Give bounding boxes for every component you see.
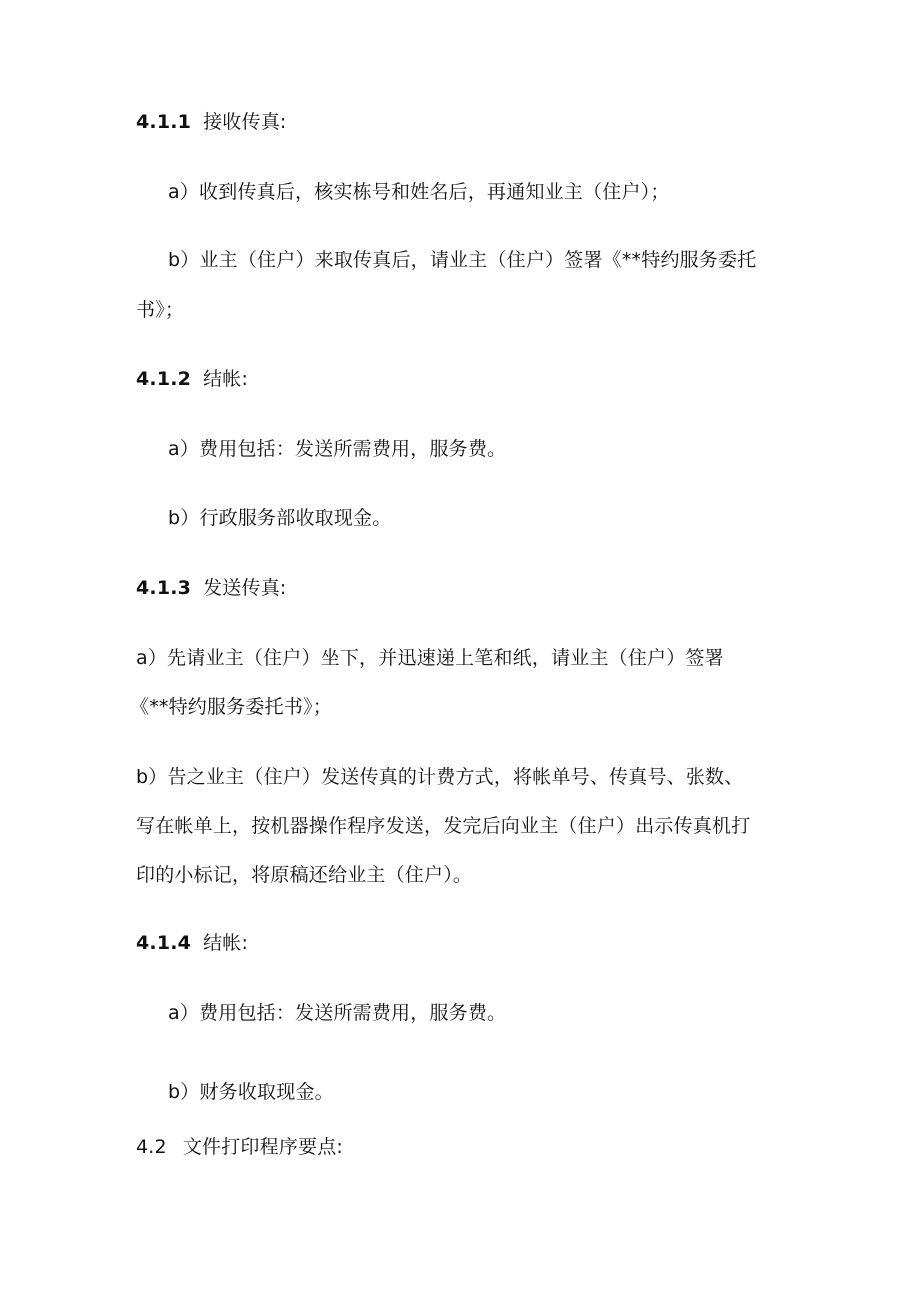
- heading-4-2: [136, 1134, 343, 1160]
- section-title: 发送传真:: [203, 577, 287, 599]
- heading-4-1-4: [136, 930, 248, 956]
- section-number: 4.1.3: [136, 577, 192, 599]
- section-number: 4.1.1: [136, 111, 192, 133]
- paragraph-4-1-1-b-line1: b）业主（住户）来取传真后，请业主（住户）签署《**特约服务委托: [168, 249, 757, 271]
- paragraph-4-1-2-a: a）费用包括：发送所需费用，服务费。: [168, 438, 507, 460]
- heading-4-1-3: [136, 575, 287, 601]
- heading-4-1-2: [136, 366, 248, 392]
- section-title: 结帐:: [203, 932, 249, 954]
- paragraph-4-1-2-b: b）行政服务部收取现金。: [168, 507, 392, 529]
- paragraph-4-1-3-b-line2: 写在帐单上，按机器操作程序发送，发完后向业主（住户）出示传真机打: [136, 815, 751, 837]
- section-title: 文件打印程序要点:: [182, 1136, 344, 1158]
- paragraph-4-1-4-a: a）费用包括：发送所需费用，服务费。: [168, 1002, 507, 1024]
- section-number: 4.2: [136, 1136, 167, 1158]
- heading-4-1-1: [136, 109, 287, 135]
- section-number: 4.1.4: [136, 932, 192, 954]
- paragraph-4-1-3-b-line3: 印的小标记，将原稿还给业主（住户）。: [136, 864, 473, 886]
- section-number: 4.1.2: [136, 368, 192, 390]
- section-title: 接收传真:: [203, 111, 287, 133]
- paragraph-4-1-3-b-line1: b）告之业主（住户）发送传真的计费方式，将帐单号、传真号、张数、: [136, 766, 744, 788]
- paragraph-4-1-1-a: a）收到传真后，核实栋号和姓名后，再通知业主（住户）；: [168, 181, 670, 203]
- paragraph-4-1-4-b: b）财务收取现金。: [168, 1081, 334, 1103]
- paragraph-4-1-1-b-line2: 书》；: [136, 299, 185, 321]
- paragraph-4-1-3-a-line2: 《**特约服务委托书》；: [130, 696, 332, 718]
- section-title: 结帐:: [203, 368, 249, 390]
- paragraph-4-1-3-a-line1: a）先请业主（住户）坐下，并迅速递上笔和纸，请业主（住户）签署: [136, 647, 724, 669]
